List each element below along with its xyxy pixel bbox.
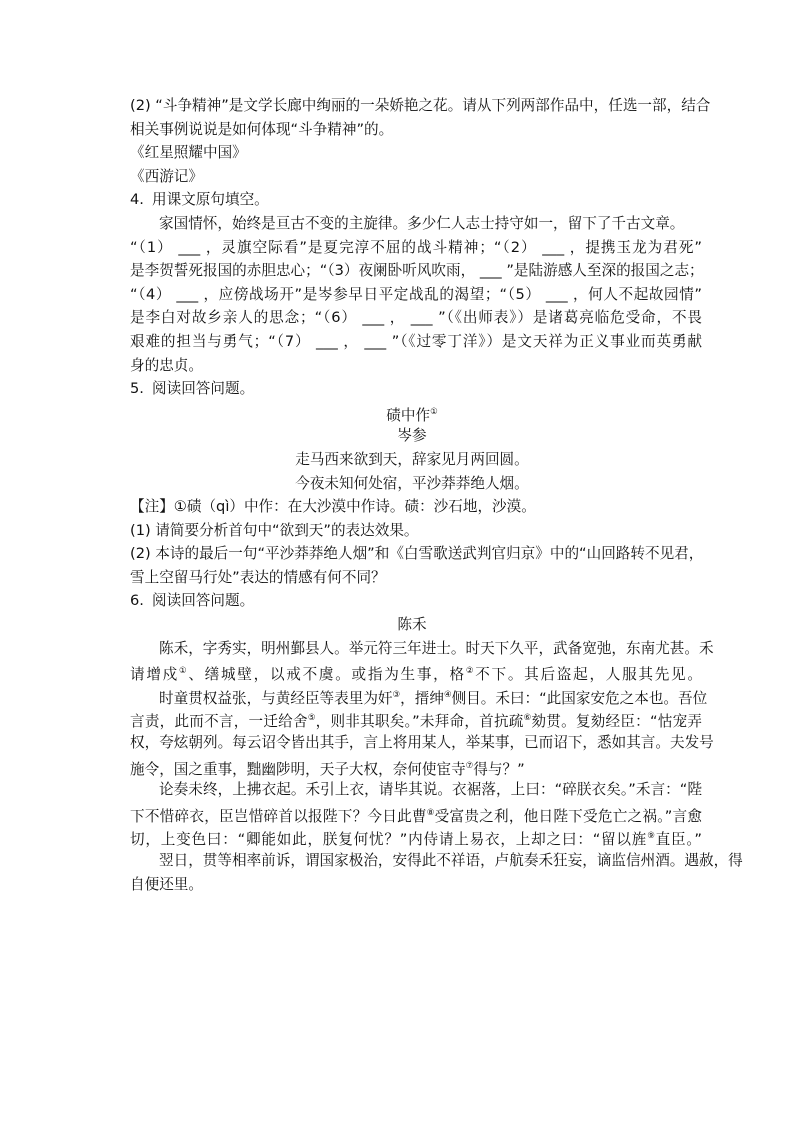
footnote-mark: ⑦ — [465, 760, 474, 771]
q4-fill-line6: 身的忠贞。 — [130, 356, 203, 374]
essay-line-8: 下不惜碎衣，臣岂惜碎首以报陛下？今日此曹⑧受富贵之利，他日陛下受危亡之祸。”言愈 — [130, 807, 702, 825]
question-4-title: 用课文原句填空。 — [152, 191, 269, 209]
question-6-title: 阅读回答问题。 — [152, 592, 255, 610]
q4-fill-line4: 是李白对故乡亲人的思念；“（6） ___ ， ___ ”（《出师表》）是诸葛亮临危受命，不畏 — [130, 309, 702, 327]
question-5-heading — [130, 377, 702, 401]
question-5-title: 阅读回答问题。 — [152, 380, 255, 398]
essay-line-11: 自便还里。 — [130, 875, 203, 893]
footnote-mark: ⑤ — [307, 713, 316, 724]
poem-line-1: 走马西来欲到天，辞家见月两回圆。 — [295, 450, 529, 468]
essay-line-3: 时童贯权益张，与黄经臣等表里为奸③，搢绅④侧目。禾曰：“此国家安危之本也。吾位 — [159, 689, 708, 707]
question-6-heading — [130, 589, 702, 613]
essay-line-7: 论奏未终，上拂衣起。禾引上衣，请毕其说。衣裾落，上曰：“碎朕衣矣。”禾言：“陛 — [159, 781, 702, 799]
essay-title: 陈禾 — [397, 616, 427, 634]
footnote-mark: ① — [178, 666, 189, 677]
q4-fill-line5: 艰难的担当与勇气；“（7） ___ ， ___ ”（《过零丁洋》）是文天祥为正义事业而英勇献 — [130, 332, 702, 350]
option-red-star: 《红星照耀中国》 — [130, 144, 247, 162]
question-6-number: 6. — [130, 592, 144, 610]
poem-line-2: 今夜未知何处宿，平沙莽莽绝人烟。 — [295, 474, 529, 492]
poem-title-footnote: ① — [430, 406, 438, 417]
essay-line-6: 施令，国之重事，黜幽陟明，天子大权，奈何使宦寺⑦得与？” — [130, 760, 525, 778]
footnote-mark: ⑧ — [426, 807, 435, 818]
q4-fill-line1: “（1） ___ ，灵旗空际看”是夏完淳不屈的战斗精神；“（2） ___ ，提携玉龙为君死” — [130, 238, 702, 256]
footnote-mark: ⑨ — [647, 831, 656, 842]
essay-line-4: 言责，此而不言，一迁给舍⑤，则非其职矣。”未拜命，首抗疏⑥劾贯。复劾经臣：“怙宠弄 — [130, 713, 702, 731]
q4-fill-line3: “（4） ___ ，应傍战场开”是岑参早日平定战乱的渴望；“（5） ___ ，何人不起故园情” — [130, 285, 702, 303]
question-4-number: 4. — [130, 191, 144, 209]
footnote-mark: ③ — [392, 689, 401, 700]
essay-line-5: 权，夸炫朝列。每云诏令皆出其手，言上将用某人，举某事，已而诏下，悉如其言。夫发号 — [130, 734, 714, 752]
essay-line-10: 翌日，贯等相率前诉，谓国家极治，安得此不祥语，卢航奏禾狂妄，谪监信州酒。遇赦，得 — [159, 852, 743, 869]
essay-line-1: 陈禾，字秀实，明州鄞县人。举元符三年进士。时天下久平，武备宽弛，东南尤甚。禾 — [159, 639, 714, 657]
question-4-heading — [130, 188, 702, 212]
question-5-number: 5. — [130, 380, 144, 398]
q4-intro: 家国情怀，始终是亘古不变的主旋律。多少仁人志士持守如一，留下了千古文章。 — [159, 214, 685, 232]
poem-title-text: 碛中作 — [386, 406, 431, 424]
q5-sub2-line1: (2) 本诗的最后一句“平沙莽莽绝人烟”和《白雪歌送武判官归京》中的“山回路转不见君， — [130, 545, 704, 563]
q5-sub2-line2: 雪上空留马行处”表达的情感有何不同？ — [130, 568, 386, 586]
q4-fill-line2: 是李贺誓死报国的赤胆忠心；“（3）夜阑卧听风吹雨， ___ ”是陆游感人至深的报国之志； — [130, 262, 704, 280]
poem-note: 【注】①碛（qì）中作：在大沙漠中作诗。碛：沙石地，沙漠。 — [130, 498, 536, 516]
q3-part2-line2: 相关事例说说是如何体现“斗争精神”的。 — [130, 120, 394, 138]
poem-title — [130, 401, 702, 425]
q3-part2-line1: (2) “斗争精神”是文学长廊中绚丽的一朵娇艳之花。请从下列两部作品中，任选一部，结合 — [130, 97, 711, 114]
essay-line-9: 切，上变色曰：“卿能如此，朕复何忧？”内侍请上易衣，上却之曰：“留以旌⑨直臣。” — [130, 831, 702, 849]
essay-line-2: 请增戍①、缮城壁，以戒不虞。或指为生事，格②不下。其后盗起，人服其先见。 — [130, 666, 702, 684]
option-journey-west: 《西游记》 — [130, 167, 203, 185]
poem-author: 岑参 — [397, 427, 427, 445]
footnote-mark: ② — [465, 666, 476, 677]
footnote-mark: ⑥ — [523, 713, 532, 724]
footnote-mark: ④ — [443, 689, 452, 700]
q5-sub1: (1) 请简要分析首句中“欲到天”的表达效果。 — [130, 521, 419, 539]
